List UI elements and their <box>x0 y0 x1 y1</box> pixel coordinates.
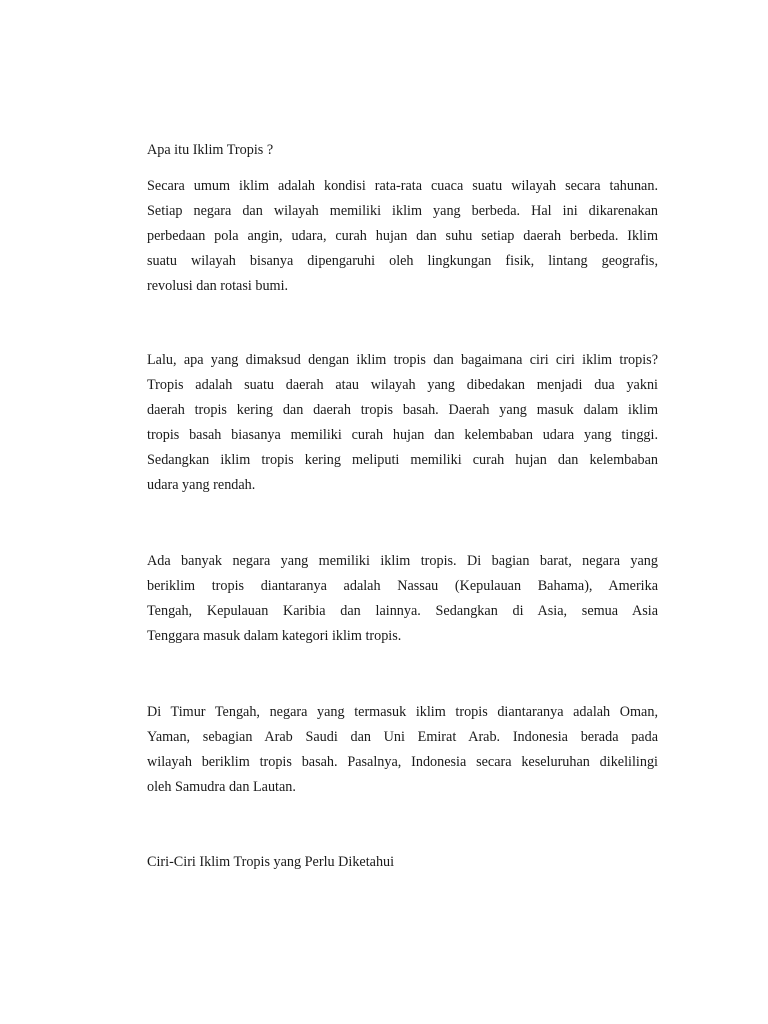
text-line: udara yang rendah. <box>147 477 256 493</box>
text-line: Ada banyak negara yang memiliki iklim tropis. Di bagian barat, negara yang <box>147 553 658 569</box>
text-line: oleh Samudra dan Lautan. <box>147 779 296 795</box>
text-line: beriklim tropis diantaranya adalah Nassau (Kepulauan Bahama), Amerika <box>147 578 658 594</box>
text-line: Setiap negara dan wilayah memiliki iklim yang berbeda. Hal ini dikarenakan <box>147 203 658 219</box>
text-line: perbedaan pola angin, udara, curah hujan dan suhu setiap daerah berbeda. Iklim <box>147 228 658 244</box>
text-line: Yaman, sebagian Arab Saudi dan Uni Emirat Arab. Indonesia berada pada <box>147 729 658 745</box>
text-line: wilayah beriklim tropis basah. Pasalnya, Indonesia secara keseluruhan dikelilingi <box>147 754 658 770</box>
text-line: Secara umum iklim adalah kondisi rata-rata cuaca suatu wilayah secara tahunan. <box>147 178 658 194</box>
text-line: Sedangkan iklim tropis kering meliputi memiliki curah hujan dan kelembaban <box>147 452 658 468</box>
text-line: daerah tropis kering dan daerah tropis basah. Daerah yang masuk dalam iklim <box>147 402 658 418</box>
text-line: tropis basah biasanya memiliki curah hujan dan kelembaban udara yang tinggi. <box>147 427 658 443</box>
paragraph-tropis-types <box>147 348 658 498</box>
text-line: suatu wilayah bisanya dipengaruhi oleh lingkungan fisik, lintang geografis, <box>147 253 658 269</box>
text-line: Tengah, Kepulauan Karibia dan lainnya. Sedangkan di Asia, semua Asia <box>147 603 658 619</box>
text-line: Tropis adalah suatu daerah atau wilayah yang dibedakan menjadi dua yakni <box>147 377 658 393</box>
paragraph-countries-west <box>147 549 658 649</box>
paragraph-definition <box>147 174 658 299</box>
paragraph-middle-east <box>147 700 658 800</box>
text-line: revolusi dan rotasi bumi. <box>147 278 289 294</box>
text-line: Lalu, apa yang dimaksud dengan iklim tropis dan bagaimana ciri ciri iklim tropis? <box>147 352 658 368</box>
section-subheading: Ciri-Ciri Iklim Tropis yang Perlu Diketahui <box>147 854 395 870</box>
document-title: Apa itu Iklim Tropis ? <box>147 142 274 158</box>
text-line: Tenggara masuk dalam kategori iklim tropis. <box>147 628 402 644</box>
text-line: Di Timur Tengah, negara yang termasuk iklim tropis diantaranya adalah Oman, <box>147 704 658 720</box>
